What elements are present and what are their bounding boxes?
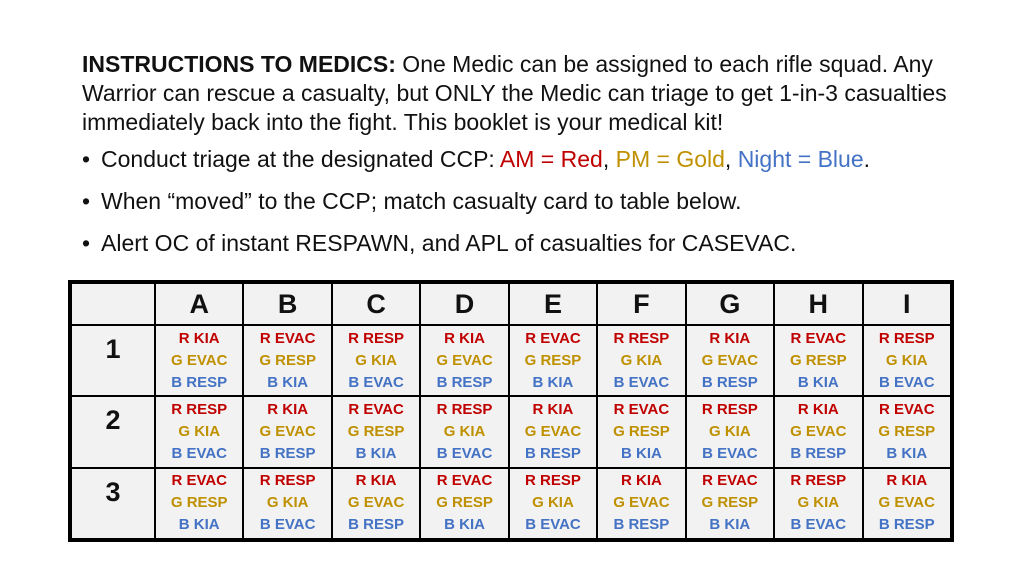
period: . bbox=[863, 146, 871, 172]
cell-entry: G EVAC bbox=[524, 422, 582, 440]
cell-entry: G EVAC bbox=[436, 351, 493, 369]
cell-entry: R RESP bbox=[171, 400, 228, 418]
cell-entry: B RESP bbox=[878, 516, 935, 534]
instructions-block bbox=[82, 50, 962, 271]
cell-entry: B RESP bbox=[259, 444, 316, 462]
cell-entry: B RESP bbox=[613, 516, 670, 534]
cell-entry: R KIA bbox=[178, 329, 220, 347]
column-header: A bbox=[156, 284, 242, 324]
cell-entry: R EVAC bbox=[878, 400, 935, 418]
cell-entry: R EVAC bbox=[525, 329, 581, 347]
cell-entry: B EVAC bbox=[436, 444, 493, 462]
cell-entry: B KIA bbox=[444, 516, 485, 534]
column-header-row bbox=[72, 284, 950, 324]
cell-entry: G RESP bbox=[259, 351, 316, 369]
cell-entry: B EVAC bbox=[613, 373, 670, 391]
cell-entry: R KIA bbox=[620, 472, 662, 490]
cell-entry: R RESP bbox=[436, 400, 493, 418]
cell-entry: G KIA bbox=[266, 494, 309, 512]
table-cell bbox=[864, 469, 951, 538]
table-cell bbox=[244, 397, 330, 466]
cell-entry: R EVAC bbox=[171, 472, 227, 490]
table-cell bbox=[333, 326, 419, 395]
table-cell bbox=[333, 397, 419, 466]
cell-entry: G EVAC bbox=[347, 494, 405, 512]
cell-entry: B KIA bbox=[709, 516, 751, 534]
cell-entry: B KIA bbox=[620, 444, 662, 462]
cell-entry: B RESP bbox=[348, 516, 405, 534]
row-header: 2 bbox=[72, 397, 154, 466]
table-cell bbox=[244, 326, 330, 395]
separator: , bbox=[724, 146, 738, 172]
column-header: G bbox=[687, 284, 773, 324]
cell-entry: R KIA bbox=[797, 400, 839, 418]
separator: , bbox=[602, 146, 616, 172]
cell-entry: R EVAC bbox=[702, 472, 758, 490]
table-cell bbox=[156, 469, 242, 538]
cell-entry: B KIA bbox=[532, 373, 574, 391]
cell-entry: R EVAC bbox=[790, 329, 847, 347]
cell-entry: B EVAC bbox=[259, 516, 316, 534]
table-cell bbox=[598, 469, 684, 538]
cell-entry: B RESP bbox=[525, 444, 581, 462]
cell-entry: B EVAC bbox=[348, 373, 404, 391]
column-header: E bbox=[510, 284, 596, 324]
cell-entry: R EVAC bbox=[613, 400, 670, 418]
cell-entry: G KIA bbox=[620, 351, 663, 369]
cell-entry: G RESP bbox=[613, 422, 670, 440]
table-cell bbox=[775, 469, 861, 538]
cell-entry: G RESP bbox=[701, 494, 759, 512]
table-row bbox=[72, 397, 950, 466]
cell-entry: G KIA bbox=[885, 351, 928, 369]
table-row bbox=[72, 469, 950, 538]
cell-entry: G RESP bbox=[170, 494, 228, 512]
cell-entry: R RESP bbox=[525, 472, 581, 490]
table-cell bbox=[421, 469, 507, 538]
cell-entry: R KIA bbox=[709, 329, 751, 347]
table-cell bbox=[510, 326, 596, 395]
table-cell bbox=[864, 397, 951, 466]
corner-cell bbox=[72, 284, 154, 324]
cell-entry: B KIA bbox=[267, 373, 309, 391]
table-cell bbox=[775, 397, 861, 466]
cell-entry: R RESP bbox=[790, 472, 847, 490]
cell-entry: G RESP bbox=[878, 422, 936, 440]
table-cell bbox=[775, 326, 861, 395]
cell-entry: G EVAC bbox=[613, 494, 670, 512]
cell-entry: R RESP bbox=[259, 472, 316, 490]
cell-entry: R RESP bbox=[878, 329, 935, 347]
table-cell bbox=[598, 397, 684, 466]
table-cell bbox=[510, 469, 596, 538]
cell-entry: B EVAC bbox=[171, 444, 227, 462]
cell-entry: R EVAC bbox=[259, 329, 316, 347]
cell-entry: R RESP bbox=[348, 329, 405, 347]
column-header: I bbox=[864, 284, 951, 324]
bullet-triage-text: Conduct triage at the designated CCP: bbox=[101, 146, 500, 172]
table-cell bbox=[421, 397, 507, 466]
cell-entry: G KIA bbox=[443, 422, 486, 440]
cell-entry: G KIA bbox=[178, 422, 221, 440]
cell-entry: G KIA bbox=[532, 494, 574, 512]
row-header: 3 bbox=[72, 469, 154, 538]
cell-entry: G RESP bbox=[789, 351, 847, 369]
night-blue-label: Night = Blue bbox=[737, 146, 864, 172]
table-cell bbox=[421, 326, 507, 395]
instructions-paragraph bbox=[82, 50, 962, 137]
cell-entry: G EVAC bbox=[790, 422, 847, 440]
instructions-bullets bbox=[82, 145, 962, 258]
cell-entry: G EVAC bbox=[171, 351, 228, 369]
pm-gold-label: PM = Gold bbox=[615, 146, 725, 172]
cell-entry: B EVAC bbox=[790, 516, 847, 534]
cell-entry: B RESP bbox=[171, 373, 228, 391]
column-header: F bbox=[598, 284, 684, 324]
cell-entry: R KIA bbox=[267, 400, 309, 418]
bullet-alert: • Alert OC of instant RESPAWN, and APL of casualties for CASEVAC. bbox=[82, 229, 962, 258]
casualty-table bbox=[68, 280, 954, 542]
table-cell bbox=[687, 326, 773, 395]
table-cell bbox=[333, 469, 419, 538]
cell-entry: B RESP bbox=[701, 373, 758, 391]
cell-entry: G KIA bbox=[709, 422, 751, 440]
cell-entry: R EVAC bbox=[348, 400, 404, 418]
cell-entry: B KIA bbox=[886, 444, 928, 462]
column-header: D bbox=[421, 284, 507, 324]
cell-entry: R KIA bbox=[444, 329, 485, 347]
cell-entry: G KIA bbox=[797, 494, 840, 512]
cell-entry: G EVAC bbox=[701, 351, 759, 369]
cell-entry: G KIA bbox=[355, 351, 397, 369]
cell-entry: B EVAC bbox=[525, 516, 581, 534]
cell-entry: G RESP bbox=[524, 351, 582, 369]
cell-entry: R EVAC bbox=[436, 472, 493, 490]
cell-entry: B EVAC bbox=[702, 444, 758, 462]
cell-entry: B KIA bbox=[355, 444, 397, 462]
instructions-intro: One Medic can be assigned to each rifle squad. Any Warrior can rescue a casualty, but ONLY the Medic can triage to get 1-in-3 casualties immediately back into the fight. This booklet is your medical kit! bbox=[82, 51, 947, 135]
table-row bbox=[72, 326, 950, 395]
column-header: C bbox=[333, 284, 419, 324]
cell-entry: R KIA bbox=[886, 472, 928, 490]
table-cell bbox=[864, 326, 951, 395]
table-cell bbox=[156, 326, 242, 395]
cell-entry: G EVAC bbox=[878, 494, 935, 512]
cell-entry: B RESP bbox=[436, 373, 493, 391]
row-header: 1 bbox=[72, 326, 154, 395]
cell-entry: B KIA bbox=[797, 373, 839, 391]
column-header: H bbox=[775, 284, 861, 324]
bullet-triage bbox=[82, 145, 962, 174]
instructions-heading: INSTRUCTIONS TO MEDICS: bbox=[82, 51, 396, 77]
cell-entry: B RESP bbox=[790, 444, 847, 462]
cell-entry: B KIA bbox=[178, 516, 220, 534]
cell-entry: R KIA bbox=[532, 400, 574, 418]
table-cell bbox=[687, 397, 773, 466]
table-cell bbox=[687, 469, 773, 538]
table-cell bbox=[598, 326, 684, 395]
cell-entry: B EVAC bbox=[878, 373, 935, 391]
bullet-moved: • When “moved” to the CCP; match casualty card to table below. bbox=[82, 187, 962, 216]
cell-entry: R RESP bbox=[613, 329, 670, 347]
casualty-grid bbox=[70, 282, 952, 540]
table-cell bbox=[156, 397, 242, 466]
cell-entry: G RESP bbox=[436, 494, 493, 512]
cell-entry: G EVAC bbox=[259, 422, 316, 440]
table-cell bbox=[244, 469, 330, 538]
cell-entry: G RESP bbox=[347, 422, 405, 440]
column-header: B bbox=[244, 284, 330, 324]
table-cell bbox=[510, 397, 596, 466]
cell-entry: R RESP bbox=[701, 400, 758, 418]
am-red-label: AM = Red bbox=[499, 146, 603, 172]
cell-entry: R KIA bbox=[355, 472, 397, 490]
